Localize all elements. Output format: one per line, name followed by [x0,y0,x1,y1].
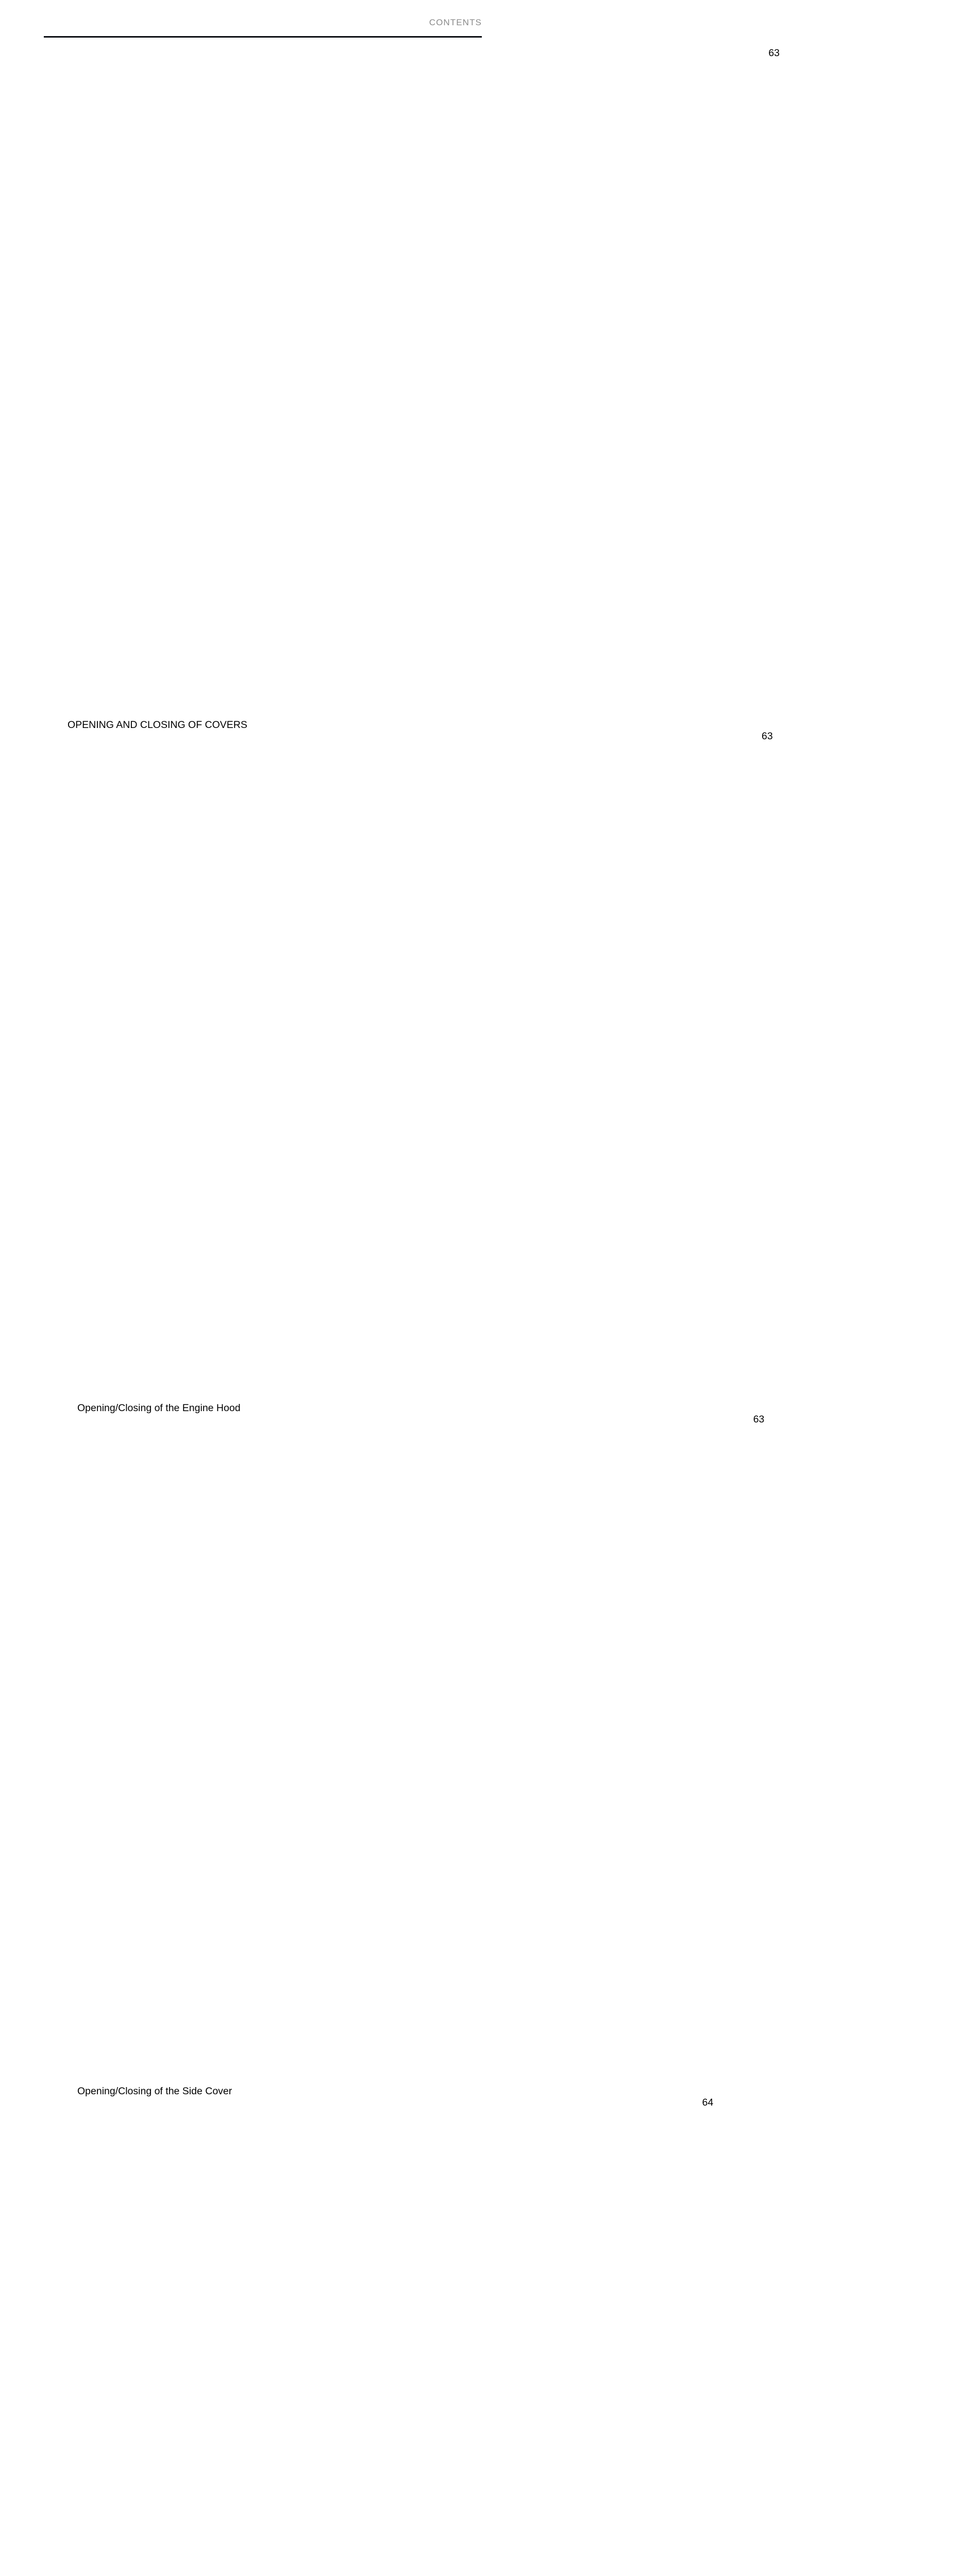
page-header [44,18,482,28]
toc-entry-label: Opening/Closing of the Engine Hood [77,1402,241,1414]
header-divider [44,36,482,38]
toc-subsection[interactable] [0,2097,714,2576]
toc-entry-label: Opening/Closing of the Side Cover [77,2085,232,2097]
toc-page-number: 64 [702,2097,714,2108]
toc-page-number: 63 [768,47,780,59]
table-of-contents [0,47,780,2576]
toc-page-number: 63 [753,1414,765,1425]
header-title: CONTENTS [429,18,482,27]
toc-entry-label: OPENING AND CLOSING OF COVERS [68,719,247,731]
toc-section[interactable] [0,47,780,731]
toc-page-number: 63 [761,731,773,742]
toc-subsection[interactable] [0,731,773,1414]
toc-subsection[interactable] [0,1414,765,2097]
